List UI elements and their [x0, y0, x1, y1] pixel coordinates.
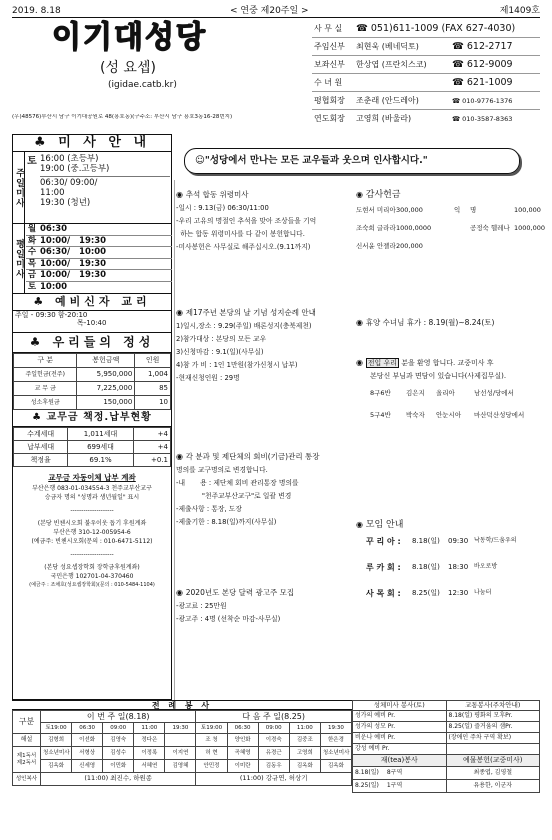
- duty-cell: 김영혜: [165, 760, 196, 773]
- notice-line: -우리 고유의 명절인 추석을 맞아 조상들을 기억: [176, 216, 317, 225]
- liturgy-duty: [12, 700, 352, 832]
- duty-cell: 허 현: [196, 747, 227, 760]
- weekday-mass-row: [26, 259, 172, 271]
- sunday-sat-times: 16:00 (초등부) 19:00 (중.고등부): [40, 154, 110, 174]
- duty-reading-row-2: [13, 760, 352, 773]
- meeting-cell: 나눔터: [474, 588, 492, 596]
- bullet-icon: ◉: [356, 318, 366, 327]
- notice-line: -광고료 : 25만원: [176, 601, 227, 610]
- duty-time: 19:30: [320, 723, 351, 734]
- bullet-icon: ◉: [356, 520, 366, 529]
- duty-cell: 이선화: [72, 734, 103, 747]
- weekday-mass: [13, 224, 171, 294]
- service-cell: 강성 예비 Pr.: [353, 744, 447, 755]
- welcome-newcomers: ◉ 전입 우리 분을 환영 합니다. 교중미사 후 본당신 부님과 면담이 있습니다(사제집무실). 8구6반 김은지 올리아 남선성/당에서 5구4반 박숙자 안눈시아 마산덕산성당에서: [356, 358, 542, 434]
- notice-title: ◉ 제17주년 본당의 날 기념 성지순례 안내: [176, 308, 316, 317]
- duty-time: 06:30: [72, 723, 103, 734]
- service-cell: 성가의 성모 Pr.: [353, 722, 447, 733]
- service-row: [353, 733, 540, 744]
- notice-line: -제출기한 : 8.18(일)까지(사무실): [176, 517, 277, 526]
- notice-line: -제출사항 : 통장, 도장: [176, 504, 242, 513]
- service-row: [353, 780, 540, 793]
- duty-time: 토19:00: [41, 723, 72, 734]
- staff-row: [312, 92, 540, 110]
- duty-cell: 한은경: [320, 734, 351, 747]
- offering-row: [14, 382, 171, 396]
- weekday-mass-row: [26, 236, 172, 248]
- service-duty: [352, 700, 540, 832]
- duty-cell: 김중조: [289, 734, 320, 747]
- tithe-cell: +0.1: [133, 454, 170, 467]
- bullet-icon: ◉: [356, 358, 366, 367]
- notice-line: 1)일시,장소 : 9.29(주일) 배론성지(충북제천): [176, 321, 312, 330]
- parish-website: (igidae.catb.kr): [108, 80, 177, 90]
- sunday-mass-side-label: 주일미사: [13, 152, 25, 224]
- meeting-cell: 바오로방: [474, 562, 498, 570]
- offering-header-row: [14, 354, 171, 368]
- thanks-row: [356, 207, 542, 225]
- weekday-day: 토: [27, 281, 37, 292]
- meeting-row: [356, 563, 542, 589]
- notice-title: ◉ 각 분과 및 제단체의 회비(기금)관리 통장: [176, 452, 320, 461]
- weekday-mass-side-label: 평일미사: [13, 224, 25, 294]
- meetings-info: ◉ 모임 안내 꾸 리 아 : 8.18(일) 09:30 낙동학/드움우의 루 카 회 : 8.18(일) 18:30 바오로방 사 목 회 : 8.25(일) 12:30 나눔터: [356, 520, 542, 615]
- duty-server-next: (11:00) 강규연, 허상기: [196, 773, 352, 786]
- weekday-times: 06:30/ 10:00: [40, 247, 107, 258]
- notice-line: 하는 합동 위령미사를 다 같이 봉헌합니다.: [176, 229, 305, 238]
- tithe-header: ♣ 교무금 책정.납부현황: [13, 410, 171, 427]
- notice-line: -광고주 : 4명 (선착순 마감-사무실): [176, 614, 281, 623]
- bullet-icon: ◉: [176, 308, 186, 317]
- weekday-day: 금: [27, 270, 37, 281]
- duty-time: 09:00: [258, 723, 289, 734]
- duty-cell: 양인화: [227, 734, 258, 747]
- offering-cell: 주일헌금(전주): [14, 368, 77, 382]
- duty-server-this: (11:00) 최진수, 하원종: [41, 773, 196, 786]
- notice-line: -현재신청인원 : 29명: [176, 373, 240, 382]
- service-row: [353, 722, 540, 733]
- offering-header: ♣ 우리들의 정성: [13, 333, 171, 353]
- weekday-times: 10:00/ 19:30: [40, 235, 107, 246]
- notice-line: 4)참 가 비 : 1인 1만원(참가신청시 납부): [176, 360, 298, 369]
- newcomer-cell: 마산덕산성당에서: [474, 410, 525, 419]
- service-cell: [446, 744, 540, 755]
- offertory-cell: 유용한, 이군자: [446, 780, 540, 793]
- newcomer-row: [370, 390, 542, 412]
- notice-line: -일시 : 9.13(금) 06:30/11:00: [176, 203, 269, 212]
- staff-name: 최현욱 (베네딕토): [356, 42, 419, 51]
- duty-cell: 김영숙: [103, 734, 134, 747]
- staff-name: 고영희 (바울라): [356, 114, 412, 123]
- weekday-mass-row: [26, 224, 172, 236]
- tithe-cell: 책정율: [14, 454, 68, 467]
- weekday-mass-row: [26, 270, 172, 282]
- service-header: 교통봉사(주차안내): [446, 701, 540, 711]
- duty-this-week: 이 번 주 일(8.18): [41, 711, 196, 723]
- staff-role: 사 무 실: [314, 24, 343, 33]
- newcomer-cell: 8구6반: [370, 388, 391, 397]
- duty-cell: 곡혜영: [227, 747, 258, 760]
- offertory-cell: 최종엽, 김영철: [446, 767, 540, 780]
- duty-time: 11:00: [134, 723, 165, 734]
- service-cell: 8.18(일) 평화의 모후Pr.: [446, 711, 540, 722]
- tithe-row: [14, 454, 171, 467]
- duty-time: 19:30: [165, 723, 196, 734]
- thanks-cell: 300,000: [396, 205, 423, 214]
- meeting-cell: 8.18(일): [412, 562, 440, 571]
- tithe-table: [13, 427, 171, 467]
- duty-cell: 조 청: [196, 734, 227, 747]
- tithe-cell: 69.1%: [68, 454, 133, 467]
- duty-times-row: [13, 723, 352, 734]
- duty-cell: 이민화: [103, 760, 134, 773]
- auto-payment-box: 교무금 자동이체 납부 계좌 부산은행 083-01-034554-3 천주교부산교구 승금자 명의 "성명과 생년월일" 표시 -------------------- (본당 빈첸시오회 불우이웃 돕기 후원계좌 부산은행 310-12-005954-6 (예금주: 빈첸시오회(문의 : 010-6471-5112) -------------------- (본당 성요셉장학회 장학금후원계좌) 국민은행 102701-04-370460 (예금주 : 조채호(성요셉장학회)(문의 : 010-5484-1104): [13, 467, 171, 590]
- newcomer-row: [370, 412, 542, 434]
- duty-row-label: 제1독서 제2독서: [13, 747, 41, 773]
- duty-cell: 김동우: [258, 760, 289, 773]
- notice-title: ◉ 2020년도 본당 달력 광고주 모집: [176, 588, 295, 597]
- offering-cell: 성소후원금: [14, 396, 77, 410]
- mass-header: ♣ 미 사 안 내: [13, 135, 171, 152]
- newcomer-cell: 안눈시아: [436, 410, 462, 419]
- parish-address: (우)48576)부산시 남구 이기대공원로 48(용호동)(구주소: 부산시 남구 용호3동16-28번지): [12, 114, 233, 120]
- staff-role: 보좌신부: [314, 60, 345, 69]
- thanks-offering: ◉ 감사헌금 도현서 미리아 300,000 익 명 100,000 조숙희 글라라 1000,0000 공정숙 헬레나 1000,000 신서윤 안젤라 200,000: [356, 190, 542, 261]
- staff-phone: ☎ 612-9009: [452, 59, 513, 70]
- notice-line: 3)신청마감 : 9.1(일)(사무실): [176, 347, 264, 356]
- service-cell: 8.25(일) 즐거움의 샘Pr.: [446, 722, 540, 733]
- offering-cell: 교 무 금: [14, 382, 77, 396]
- tithe-cell: +4: [133, 428, 170, 441]
- staff-phone: ☎ 051)611-1009 (FAX 627-4030): [356, 23, 516, 34]
- weekday-times: 10:00: [40, 281, 68, 292]
- staff-phone: ☎ 010-3587-8363: [452, 115, 513, 123]
- duty-cell: 이정록: [134, 747, 165, 760]
- duty-time: 06:30: [227, 723, 258, 734]
- duty-time: 토19:00: [196, 723, 227, 734]
- service-row: [353, 711, 540, 722]
- newcomer-cell: 올리아: [436, 388, 455, 397]
- staff-row: [312, 56, 540, 74]
- offering-column-header: 봉헌금액: [77, 354, 135, 368]
- weekday-day: 월: [27, 224, 37, 234]
- notice-line: -미사봉헌은 사무실로 해주십시오.(9.11까지): [176, 242, 311, 251]
- duty-cell: 서형상: [72, 747, 103, 760]
- bullet-icon: ◉: [176, 588, 186, 597]
- tithe-cell: +4: [133, 441, 170, 454]
- notice-title: ◉ 추석 합동 위령미사: [176, 190, 249, 199]
- duty-time: 11:00: [289, 723, 320, 734]
- duty-cell: 이지연: [165, 747, 196, 760]
- duty-reading-row: [13, 747, 352, 760]
- staff-name: 조춘래 (안드레아): [356, 96, 419, 105]
- notice-line: "천주교부산교구"로 일괄 변경: [176, 491, 292, 500]
- service-header: 재(tea)봉사: [353, 755, 447, 767]
- staff-role: 평협회장: [314, 96, 345, 105]
- newcomer-cell: 김은지: [406, 388, 425, 397]
- staff-role: 주임신부: [314, 42, 345, 51]
- meeting-row: [356, 537, 542, 563]
- meeting-cell: 09:30: [448, 536, 469, 545]
- meeting-cell: 낙동학/드움우의: [474, 536, 517, 544]
- staff-contacts: [312, 20, 540, 134]
- duty-time: 09:00: [103, 723, 134, 734]
- staff-row: [312, 74, 540, 92]
- staff-name: 한상엽 (프란치스코): [356, 60, 427, 69]
- service-header: 성체미사 봉사(토): [353, 701, 447, 711]
- sunday-sun-times: 06:30/ 09:00/ 11:00 19:30 (청년): [40, 176, 170, 208]
- duty-cell: 김성수: [103, 747, 134, 760]
- duty-server-row: [13, 773, 352, 786]
- service-header: 예물봉헌(교중미사): [446, 755, 540, 767]
- duty-next-week: 다 음 주 일(8.25): [196, 711, 352, 723]
- catechumen-times: 주일 - 09:30 함-20:10 목-10:40: [13, 311, 171, 333]
- left-column: [12, 134, 172, 700]
- notice-line: 2)참가대상 : 본당의 모든 교우: [176, 334, 267, 343]
- staff-phone: ☎ 621-1009: [452, 77, 513, 88]
- weekday-day: 화: [27, 235, 37, 246]
- tea-service-cell: 8.25(일) 1구역: [353, 780, 447, 793]
- weekday-mass-row: [26, 282, 172, 294]
- service-cell: 성가의 예비 Pr.: [353, 711, 447, 722]
- meeting-cell: 12:30: [448, 588, 469, 597]
- notice-bankbook-change: [176, 452, 352, 531]
- duty-cell: 유경근: [258, 747, 289, 760]
- tithe-cell: 1,011세대: [68, 428, 133, 441]
- duty-cell: 신세영: [72, 760, 103, 773]
- duty-row-label: 성인복사: [13, 773, 41, 786]
- offering-row: [14, 368, 171, 382]
- tithe-row: [14, 441, 171, 454]
- offering-cell: 85: [135, 382, 171, 396]
- thanks-row: [356, 223, 546, 243]
- bullet-icon: ◉: [176, 452, 186, 461]
- duty-cell: 김형희: [41, 734, 72, 747]
- notice-pilgrimage: [176, 308, 352, 387]
- notices-left: [176, 190, 352, 690]
- staff-row: [312, 110, 540, 128]
- notices-right: [356, 190, 546, 690]
- masthead: [12, 20, 312, 132]
- offering-cell: 5,950,000: [77, 368, 135, 382]
- duty-cell: 안민정: [196, 760, 227, 773]
- column-divider: [174, 180, 175, 700]
- club-icon: ♣: [33, 295, 56, 308]
- staff-row: [312, 20, 540, 38]
- newcomer-cell: 5구4반: [370, 410, 391, 419]
- thanks-cell: 공정숙 헬레나: [470, 223, 510, 232]
- offering-row: [14, 396, 171, 410]
- notice-line: -내 용 : 제단체 회비 관리통장 명의를: [176, 478, 299, 487]
- meeting-cell: 8.18(일): [412, 536, 440, 545]
- parish-title: 이기대성당: [52, 20, 207, 55]
- service-cell: 비운나 예비 Pr.: [353, 733, 447, 744]
- meeting-cell: 루 카 회 :: [366, 562, 401, 572]
- staff-row: [312, 38, 540, 56]
- top-bar: [12, 6, 540, 18]
- duty-cell: 김옥화: [320, 760, 351, 773]
- duty-cell: 이미란: [227, 760, 258, 773]
- sister-vacation: ◉ 휴양 수녀님 휴가 : 8.19(월)~8.24(토): [356, 318, 495, 327]
- thanks-cell: 1000,000: [514, 223, 546, 232]
- offering-cell: 10: [135, 396, 171, 410]
- duty-cell: 정다은: [134, 734, 165, 747]
- meeting-cell: 8.25(일): [412, 588, 440, 597]
- service-header-row: [353, 701, 540, 711]
- thanks-cell: 도현서 미리아: [356, 205, 396, 214]
- weekday-times: 10:00/ 19:30: [40, 258, 107, 269]
- thanks-cell: 익: [454, 205, 461, 214]
- tea-service-cell: 8.18(일) 8구역: [353, 767, 447, 780]
- thanks-cell: 조숙희 글라라: [356, 223, 396, 232]
- thanks-cell: 명: [470, 205, 477, 214]
- weekday-day: 수: [27, 247, 37, 258]
- service-cell: (장애인 주차 구역 확보): [446, 733, 540, 744]
- duty-gubun: 구분: [13, 711, 41, 734]
- thanks-cell: 신서윤 안젤라: [356, 241, 396, 250]
- liturgy-duty-table: [12, 710, 352, 786]
- greeting-banner: ☺"성당에서 만나는 모든 교우들과 웃으며 인사합시다.": [184, 148, 520, 174]
- duty-cell: 서혜연: [134, 760, 165, 773]
- weekday-times: 06:30: [40, 224, 68, 234]
- thanks-cell: 200,000: [396, 241, 423, 250]
- duty-cell: 김옥화: [41, 760, 72, 773]
- tithe-row: [14, 428, 171, 441]
- duty-cell: 김옥화: [289, 760, 320, 773]
- offering-cell: 150,000: [77, 396, 135, 410]
- offering-column-header: 인원: [135, 354, 171, 368]
- thanks-row: [356, 243, 542, 261]
- issue-date: 2019. 8.18: [12, 6, 61, 16]
- weekday-times: 10:00/ 19:30: [40, 270, 107, 281]
- tithe-cell: 699세대: [68, 441, 133, 454]
- offering-cell: 7,225,000: [77, 382, 135, 396]
- notice-calendar-ads: [176, 588, 352, 628]
- tithe-cell: 수계세대: [14, 428, 68, 441]
- sunday-mass: [13, 152, 171, 224]
- liturgical-week: < 연중 제20주일 >: [230, 6, 309, 16]
- duty-cell: 청소년미사: [320, 747, 351, 760]
- staff-phone: ☎ 010-9776-1376: [452, 97, 513, 105]
- service-row: [353, 767, 540, 780]
- duty-commentary-row: [13, 734, 352, 747]
- thanks-cell: 100,000: [514, 205, 541, 214]
- auto-payment-title: 교무금 자동이체 납부 계좌: [48, 473, 136, 482]
- staff-role: 수 녀 원: [314, 78, 343, 87]
- duty-cell: [165, 734, 196, 747]
- issue-number: 제1409호: [499, 6, 540, 16]
- thanks-cell: 1000,0000: [396, 223, 432, 232]
- catechumen-header: ♣ 예비신자 교리: [13, 294, 171, 311]
- notice-chuseok-mass: [176, 190, 352, 256]
- service-row: [353, 744, 540, 755]
- offering-table: [13, 353, 171, 410]
- parish-patron: (성 요셉): [100, 60, 156, 76]
- duty-cell: 청소년미사: [41, 747, 72, 760]
- weekday-day: 목: [27, 258, 37, 269]
- meeting-row: [356, 589, 542, 615]
- meeting-cell: 꾸 리 아 :: [366, 536, 401, 546]
- meeting-cell: 18:30: [448, 562, 469, 571]
- newcomer-cell: 박숙자: [406, 410, 425, 419]
- duty-cell: 이경숙: [258, 734, 289, 747]
- duty-row-label: 해설: [13, 734, 41, 747]
- duty-cell: 고영희: [289, 747, 320, 760]
- bullet-icon: ◉: [356, 190, 366, 199]
- club-icon: ♣: [34, 135, 59, 150]
- service-header-row: [353, 755, 540, 767]
- tithe-cell: 납부세대: [14, 441, 68, 454]
- weekday-mass-row: [26, 247, 172, 259]
- newcomer-cell: 남선성/당에서: [474, 388, 514, 397]
- club-icon: ♣: [32, 412, 47, 423]
- notice-line: 명의를 교구명의로 변경합니다.: [176, 465, 268, 474]
- duty-week-row: [13, 711, 352, 723]
- staff-phone: ☎ 612-2717: [452, 41, 513, 52]
- meeting-cell: 사 목 회 :: [366, 588, 401, 598]
- staff-role: 연도회장: [314, 114, 345, 123]
- club-icon: ♣: [29, 335, 53, 349]
- bullet-icon: ◉: [176, 190, 186, 199]
- offering-column-header: 구 분: [14, 354, 77, 368]
- sunday-sat-day: 토: [27, 156, 37, 167]
- liturgy-duty-header: 전 례 봉 사: [12, 700, 352, 710]
- offering-cell: 1,004: [135, 368, 171, 382]
